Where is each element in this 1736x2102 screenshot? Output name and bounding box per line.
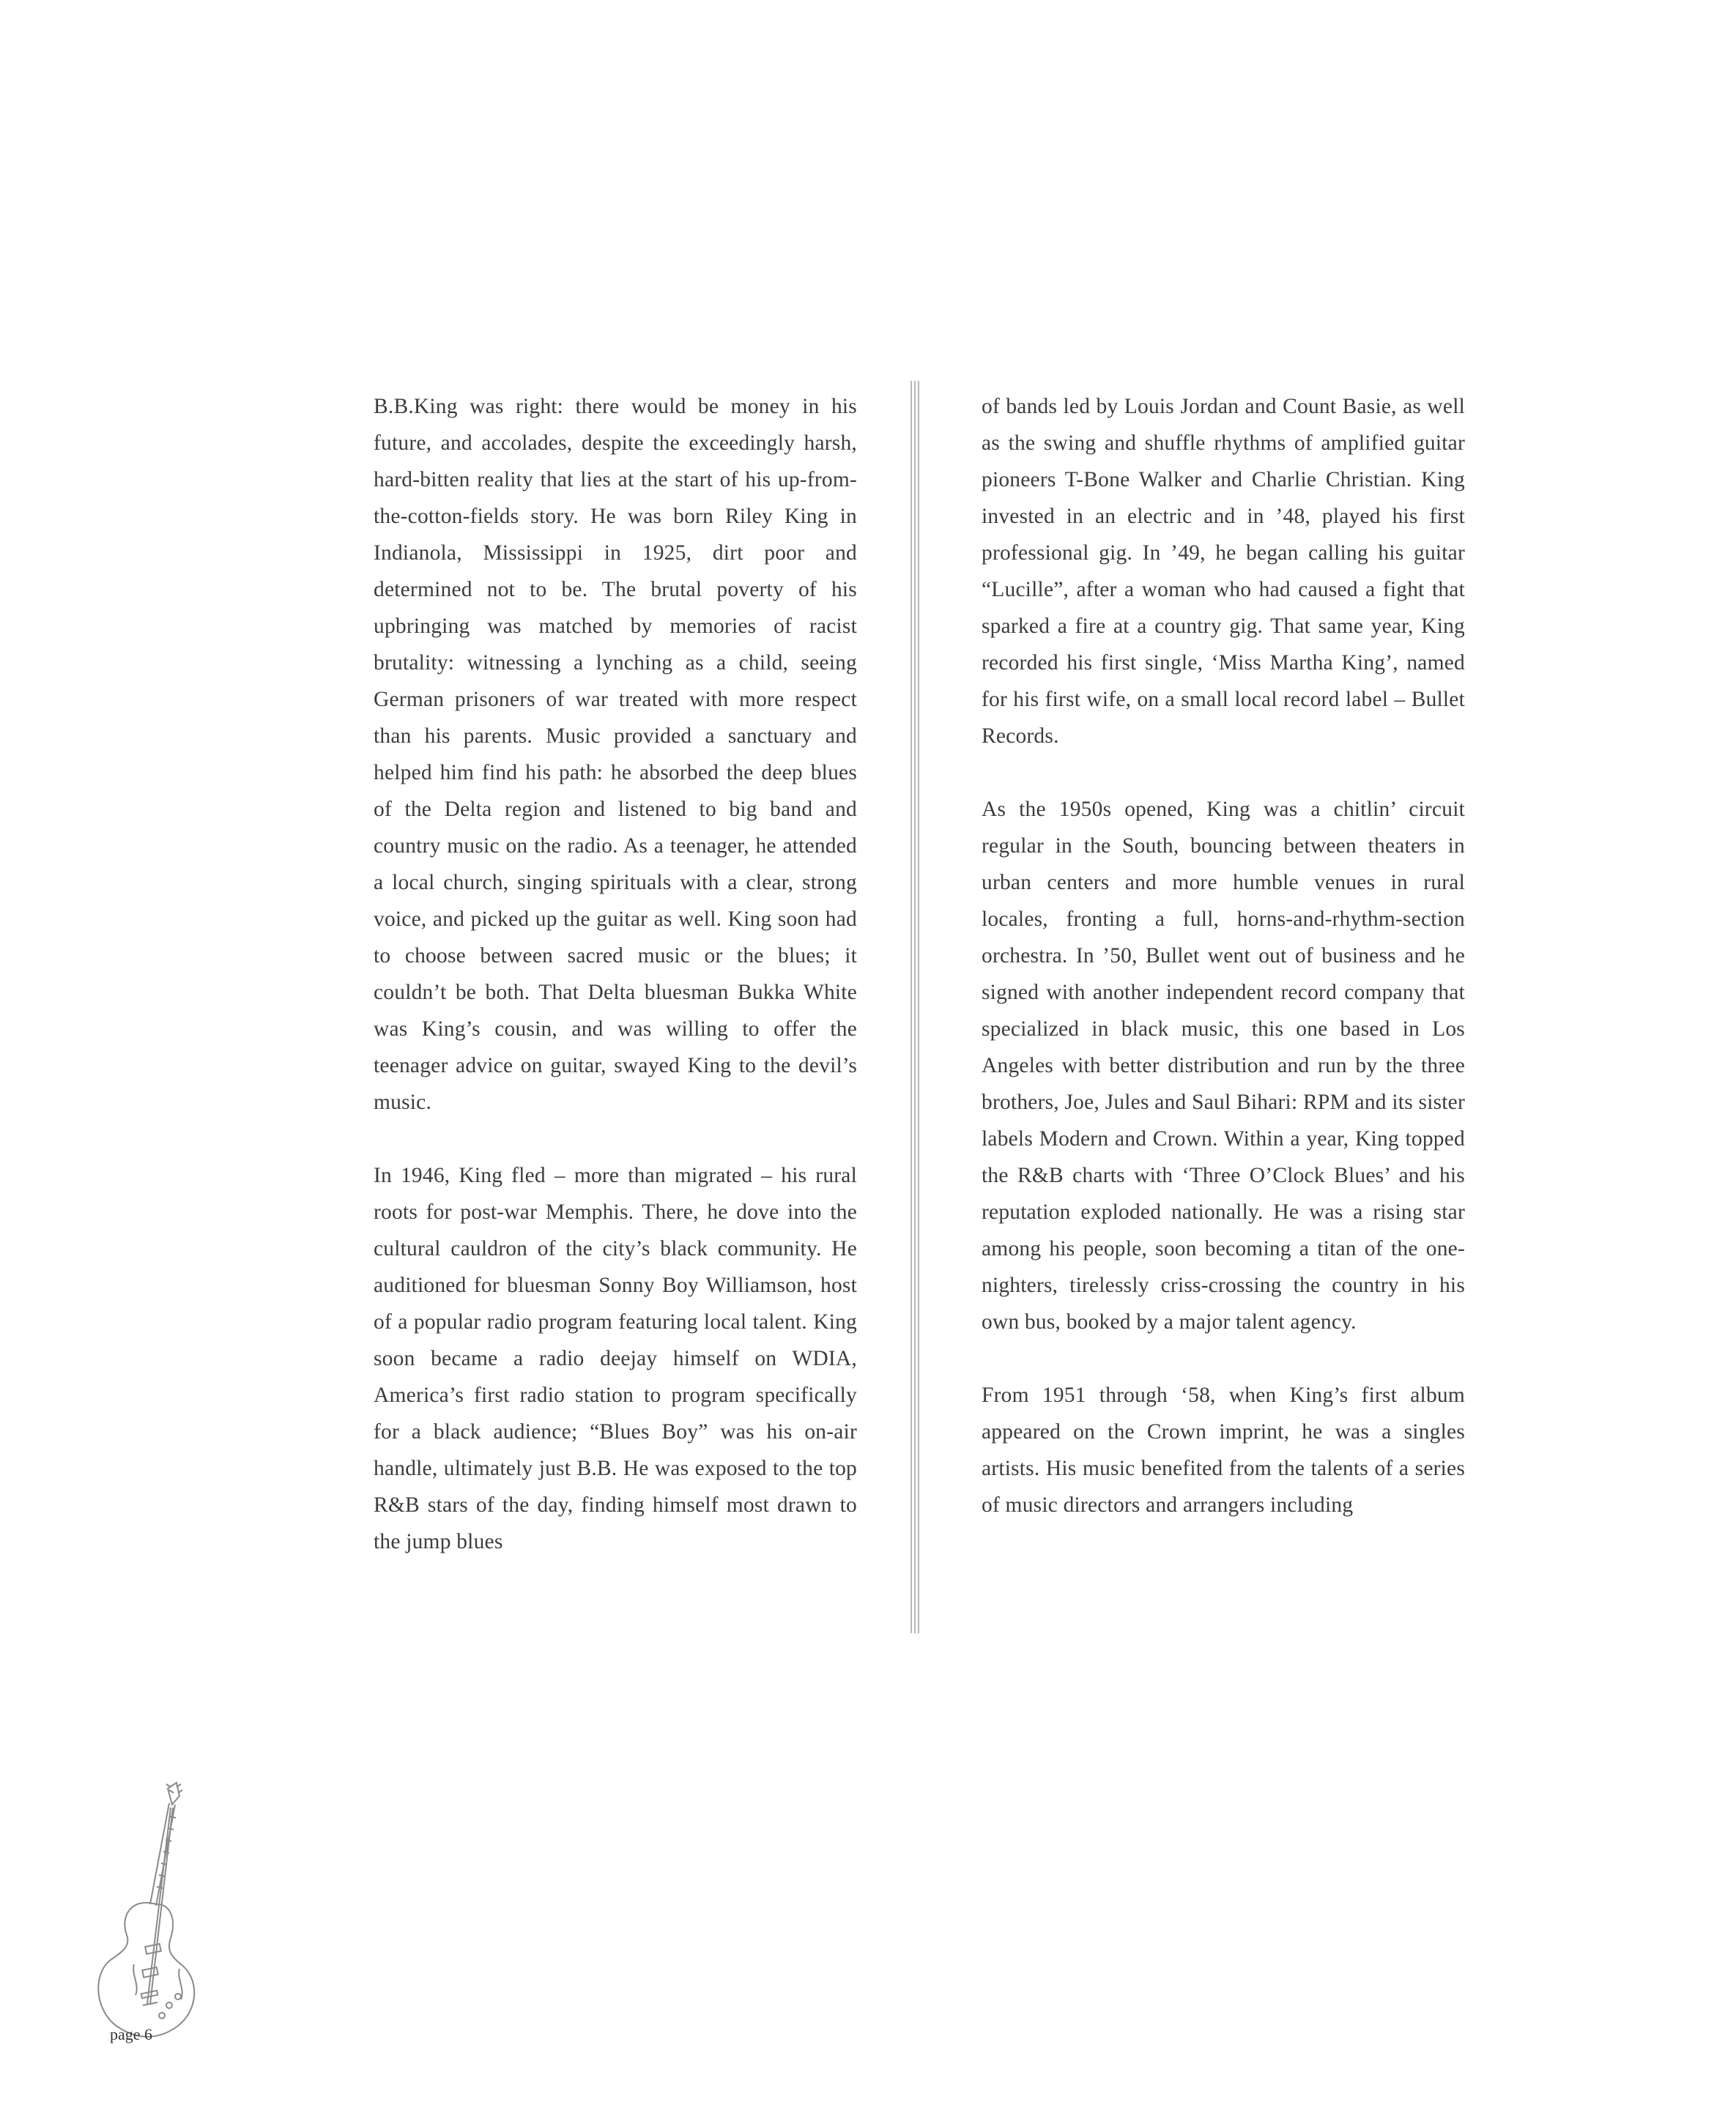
- paragraph: B.B.King was right: there would be money in his future, and accolades, despite the exceedingly harsh, hard-bitten reality that lies at the start of his up-from-the-cotton-fields story. He was born Riley King in Indianola, Mississippi in 1925, dirt poor and determined not to be. The brutal poverty of his upbringing was matched by memories of racist brutality: witnessing a lynching as a child, seeing German prisoners of war treated with more respect than his parents. Music provided a sanctuary and helped him find his path: he absorbed the deep blues of the Delta region and listened to big band and country music on the radio. As a teenager, he attended a local church, singing spirituals with a clear, strong voice, and picked up the guitar as well. King soon had to choose between sacred music or the blues; it couldn’t be both. That Delta bluesman Bukka White was King’s cousin, and was willing to offer the teenager advice on guitar, swayed King to the devil’s music.: [374, 395, 857, 1114]
- paragraph: of bands led by Louis Jordan and Count Basie, as well as the swing and shuffle rhythms of amplified guitar pioneers T-Bone Walker and Charlie Christian. King invested in an electric and in ’48, played his first professional gig. In ’49, he began calling his guitar “Lucille”, after a woman who had caused a fight that sparked a fire at a country gig. That same year, King recorded his first single, ‘Miss Martha King’, named for his first wife, on a small local record label – Bullet Records.: [982, 395, 1465, 748]
- column-divider: [910, 381, 922, 1633]
- divider-line: [918, 381, 919, 1633]
- paragraph: From 1951 through ‘58, when King’s first album appeared on the Crown imprint, he was a singles artists. His music benefited from the talents of a series of music directors and arrangers including: [982, 1384, 1465, 1517]
- paragraph: As the 1950s opened, King was a chitlin’ circuit regular in the South, bouncing between theaters in urban centers and more humble venues in rural locales, fronting a full, horns-and-rhythm-section orchestra. In ’50, Bullet went out of business and he signed with another independent record company that specialized in black music, this one based in Los Angeles with better distribution and run by the three brothers, Joe, Jules and Saul Bihari: RPM and its sister labels Modern and Crown. Within a year, King topped the R&B charts with ‘Three O’Clock Blues’ and his reputation exploded nationally. He was a rising star among his people, soon becoming a titan of the one-nighters, tirelessly criss-crossing the country in his own bus, booked by a major talent agency.: [982, 798, 1465, 1334]
- divider-line: [910, 381, 912, 1633]
- left-text-column: [374, 388, 857, 1560]
- page-number: page 6: [110, 2025, 153, 2043]
- paragraph: In 1946, King fled – more than migrated – his rural roots for post-war Memphis. There, he dove into the cultural cauldron of the city’s black community. He auditioned for bluesman Sonny Boy Williamson, host of a popular radio program featuring local talent. King soon became a radio deejay himself on WDIA, America’s first radio station to program specifically for a black audience; “Blues Boy” was his on-air handle, ultimately just B.B. He was exposed to the top R&B stars of the day, finding himself most drawn to the jump blues: [374, 1164, 857, 1553]
- guitar-icon: [70, 1772, 209, 2065]
- right-text-column: [982, 388, 1465, 1523]
- divider-line: [914, 381, 916, 1633]
